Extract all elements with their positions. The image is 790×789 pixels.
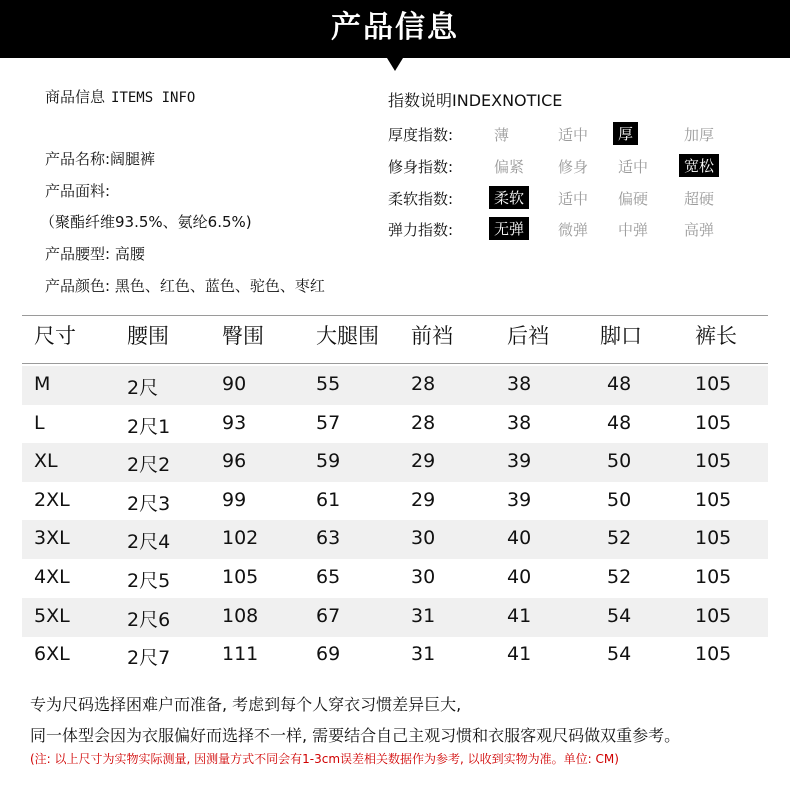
table-cell: 39 bbox=[507, 488, 532, 511]
table-cell: 2尺 bbox=[127, 377, 159, 399]
table-cell: L bbox=[34, 411, 45, 434]
index-option: 中弹 bbox=[618, 221, 649, 239]
product-fabric-composition: （聚酯纤维93.5%、氨纶6.5%) bbox=[40, 213, 252, 231]
table-header-cell: 后裆 bbox=[507, 324, 549, 348]
table-cell: 2尺3 bbox=[127, 492, 171, 515]
table-cell: 111 bbox=[222, 643, 259, 666]
index-option: 适中 bbox=[618, 158, 649, 176]
table-cell: 63 bbox=[316, 527, 341, 550]
table-cell: 5XL bbox=[34, 604, 70, 627]
table-cell: M bbox=[34, 373, 51, 395]
index-option-selected: 无弹 bbox=[489, 217, 529, 240]
table-cell: 28 bbox=[411, 373, 436, 395]
table-cell: 40 bbox=[507, 566, 532, 588]
items-info-heading-cn: 商品信息 bbox=[45, 88, 106, 106]
table-cell: 108 bbox=[222, 604, 259, 627]
table-row bbox=[22, 520, 768, 559]
table-cell: 48 bbox=[607, 373, 632, 395]
table-row bbox=[22, 482, 768, 521]
index-label: 厚度指数: bbox=[388, 126, 454, 144]
note-line-1: 专为尺码选择困难户而准备, 考虑到每个人穿衣习惯差异巨大, bbox=[30, 695, 462, 714]
table-cell: 55 bbox=[316, 373, 341, 395]
index-label: 弹力指数: bbox=[388, 221, 454, 239]
measurement-disclaimer: (注: 以上尺寸为实物实际测量, 因测量方式不同会有1-3cm误差相关数据作为参考, 以收到实物为准。单位: CM) bbox=[30, 752, 619, 766]
banner-pointer-icon bbox=[387, 58, 403, 71]
table-cell: 57 bbox=[316, 411, 341, 434]
table-cell: 30 bbox=[411, 566, 436, 588]
table-header-cell: 前裆 bbox=[411, 324, 453, 348]
table-cell: 54 bbox=[607, 604, 632, 627]
index-option-selected: 宽松 bbox=[679, 154, 719, 177]
index-option-selected: 柔软 bbox=[489, 186, 529, 209]
table-header-cell: 脚口 bbox=[600, 324, 642, 348]
table-cell: 2尺2 bbox=[127, 454, 171, 477]
table-top-divider bbox=[22, 315, 768, 316]
table-cell: 2XL bbox=[34, 488, 70, 511]
table-row bbox=[22, 443, 768, 482]
table-cell: 105 bbox=[695, 566, 732, 588]
table-cell: 39 bbox=[507, 450, 532, 473]
index-notice-heading: 指数说明INDEXNOTICE bbox=[388, 91, 563, 110]
table-cell: 105 bbox=[695, 527, 732, 550]
table-cell: 105 bbox=[695, 643, 732, 666]
table-cell: 105 bbox=[695, 604, 732, 627]
table-row bbox=[22, 598, 768, 637]
table-cell: 105 bbox=[695, 411, 732, 434]
table-cell: 30 bbox=[411, 527, 436, 550]
index-row-elasticity bbox=[388, 217, 768, 241]
index-option: 微弹 bbox=[558, 221, 589, 239]
table-row bbox=[22, 636, 768, 675]
table-cell: 99 bbox=[222, 488, 247, 511]
table-cell: 52 bbox=[607, 527, 632, 550]
index-option: 偏紧 bbox=[494, 158, 525, 176]
table-cell: 41 bbox=[507, 643, 532, 666]
table-row bbox=[22, 559, 768, 598]
note-line-2: 同一体型会因为衣服偏好而选择不一样, 需要结合自己主观习惯和衣服客观尺码做双重参考。 bbox=[30, 726, 681, 745]
table-cell: 105 bbox=[695, 373, 732, 395]
table-cell: 59 bbox=[316, 450, 341, 473]
table-cell: 2尺5 bbox=[127, 570, 171, 592]
table-header-cell: 尺寸 bbox=[34, 324, 76, 348]
table-cell: 6XL bbox=[34, 643, 70, 666]
table-cell: 29 bbox=[411, 450, 436, 473]
table-cell: 40 bbox=[507, 527, 532, 550]
product-name: 产品名称:阔腿裤 bbox=[45, 150, 156, 168]
table-cell: 3XL bbox=[34, 527, 70, 550]
product-fabric-label: 产品面料: bbox=[45, 182, 111, 200]
table-cell: 31 bbox=[411, 643, 436, 666]
table-cell: 29 bbox=[411, 488, 436, 511]
table-cell: 54 bbox=[607, 643, 632, 666]
table-cell: 31 bbox=[411, 604, 436, 627]
index-option: 薄 bbox=[494, 126, 510, 144]
table-cell: 52 bbox=[607, 566, 632, 588]
table-cell: 4XL bbox=[34, 566, 70, 588]
index-option: 适中 bbox=[558, 126, 589, 144]
product-colors: 产品颜色: 黑色、红色、蓝色、驼色、枣红 bbox=[45, 277, 325, 295]
table-cell: 93 bbox=[222, 411, 247, 434]
index-label: 修身指数: bbox=[388, 158, 454, 176]
table-row bbox=[22, 405, 768, 444]
table-cell: XL bbox=[34, 450, 58, 473]
table-cell: 96 bbox=[222, 450, 247, 473]
index-row-thickness bbox=[388, 122, 768, 146]
index-option: 修身 bbox=[558, 158, 589, 176]
header-banner bbox=[0, 0, 790, 58]
table-cell: 67 bbox=[316, 604, 341, 627]
table-cell: 2尺7 bbox=[127, 647, 171, 670]
table-cell: 105 bbox=[695, 450, 732, 473]
table-cell: 90 bbox=[222, 373, 247, 395]
index-row-softness bbox=[388, 186, 768, 210]
index-option: 适中 bbox=[558, 190, 589, 208]
table-cell: 48 bbox=[607, 411, 632, 434]
table-cell: 28 bbox=[411, 411, 436, 434]
table-cell: 61 bbox=[316, 488, 341, 511]
product-waist-type: 产品腰型: 高腰 bbox=[45, 245, 145, 263]
table-cell: 50 bbox=[607, 450, 632, 473]
index-label: 柔软指数: bbox=[388, 190, 454, 208]
table-cell: 41 bbox=[507, 604, 532, 627]
table-cell: 102 bbox=[222, 527, 259, 550]
items-info-heading-en: ITEMS INFO bbox=[111, 90, 196, 106]
index-option-selected: 厚 bbox=[613, 122, 638, 145]
index-option: 加厚 bbox=[684, 126, 715, 144]
table-cell: 105 bbox=[695, 488, 732, 511]
table-header-cell: 大腿围 bbox=[316, 324, 379, 348]
page-title: 产品信息 bbox=[331, 10, 459, 45]
table-header-cell: 裤长 bbox=[695, 324, 737, 348]
index-option: 偏硬 bbox=[618, 190, 649, 208]
table-header-cell: 腰围 bbox=[127, 324, 169, 348]
index-option: 超硬 bbox=[684, 190, 715, 208]
table-cell: 2尺4 bbox=[127, 531, 171, 554]
items-info-heading bbox=[45, 86, 195, 107]
table-cell: 38 bbox=[507, 411, 532, 434]
index-row-fit bbox=[388, 154, 768, 178]
table-header-cell: 臀围 bbox=[222, 324, 264, 348]
table-cell: 65 bbox=[316, 566, 341, 588]
table-cell: 69 bbox=[316, 643, 341, 666]
table-cell: 105 bbox=[222, 566, 259, 588]
table-row bbox=[22, 366, 768, 405]
table-cell: 50 bbox=[607, 488, 632, 511]
table-cell: 2尺1 bbox=[127, 415, 171, 438]
table-cell: 38 bbox=[507, 373, 532, 395]
table-cell: 2尺6 bbox=[127, 608, 171, 631]
table-header-divider bbox=[22, 363, 768, 364]
index-option: 高弹 bbox=[684, 221, 715, 239]
